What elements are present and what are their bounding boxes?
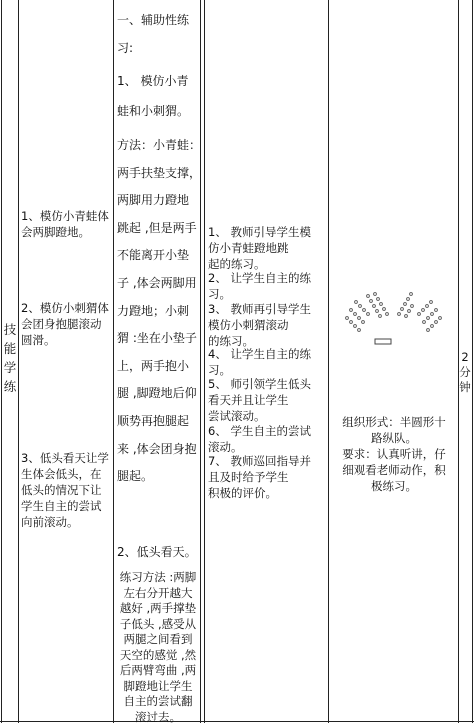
activity-2: 2、 让学生自主的练 习。 — [208, 271, 311, 301]
grid-line — [113, 0, 114, 723]
activity-4: 4、 让学生自主的练 习。 — [208, 347, 311, 377]
objective-2: 2、模仿小刺猬体 会团身抱腿滚动 圆滑。 — [21, 301, 109, 347]
exercise-sub-1: 1、 模仿小青 蛙和小刺猬。 — [117, 74, 190, 118]
activity-5: 5、 师引领学生低头 看天并且让学生 尝试滚动。 — [208, 377, 311, 423]
activity-6: 6、 学生自主的尝试 滚动。 — [208, 424, 311, 454]
student-dots — [346, 293, 442, 332]
activity-1: 1、 教师引导学生模 仿小青蛙蹬地跳 起的练习。 — [208, 225, 311, 271]
activity-3: 3、 教师再引导学生 模仿小刺猬滚动 的练习。 — [208, 302, 311, 348]
grid-line — [204, 0, 205, 723]
grid-line — [0, 721, 474, 722]
grid-line — [18, 0, 19, 723]
activity-7: 7、 教师巡回指导并 且及时给予学生 积极的评价。 — [208, 454, 311, 500]
objective-1: 1、模仿小青蛙体 会两脚蹬地。 — [21, 209, 109, 239]
mat-icon — [375, 339, 391, 344]
grid-line — [328, 0, 329, 723]
objective-3: 3、低头看天让学 生体会低头，在 低头的情况下让 学生自主的尝试 向前滚动。 — [21, 451, 109, 529]
grid-line — [472, 0, 473, 723]
organization-form: 组织形式：半圆形十 路纵队。 — [342, 415, 446, 445]
exercise-practice: 练习方法 :两脚 左右分开越大 越好 ,两手撑垫 子低头 ,感受从 两腿之间看到 天空的感觉 ,然 后两臂弯曲 ,两 脚蹬地让学生 自主的尝试翻 滚过去。 — [119, 570, 197, 724]
formation-diagram — [335, 288, 450, 348]
section-label: 技 能 学 练 — [3, 322, 17, 394]
requirements: 要求：认真听讲，仔 细观看老师动作，积 极练习。 — [342, 447, 446, 493]
exercise-heading: 一、辅助性练 习: — [117, 13, 190, 55]
duration: 2 分 钟 — [459, 350, 471, 394]
exercise-method: 方法：小青蛙： 两手扶垫支撑， 两脚用力蹬地 跳起 ,但是两手 不能离开小垫 子 ,体会两脚用 力蹬地；小刺 猬 :坐在小垫子 上，两手抱小 腿 ,脚蹬地后仰 顺势再抱腿起 来 ,体会团身抱 腿起。 — [117, 138, 202, 484]
exercise-sub-2: 2、低头看天。 — [117, 545, 197, 559]
